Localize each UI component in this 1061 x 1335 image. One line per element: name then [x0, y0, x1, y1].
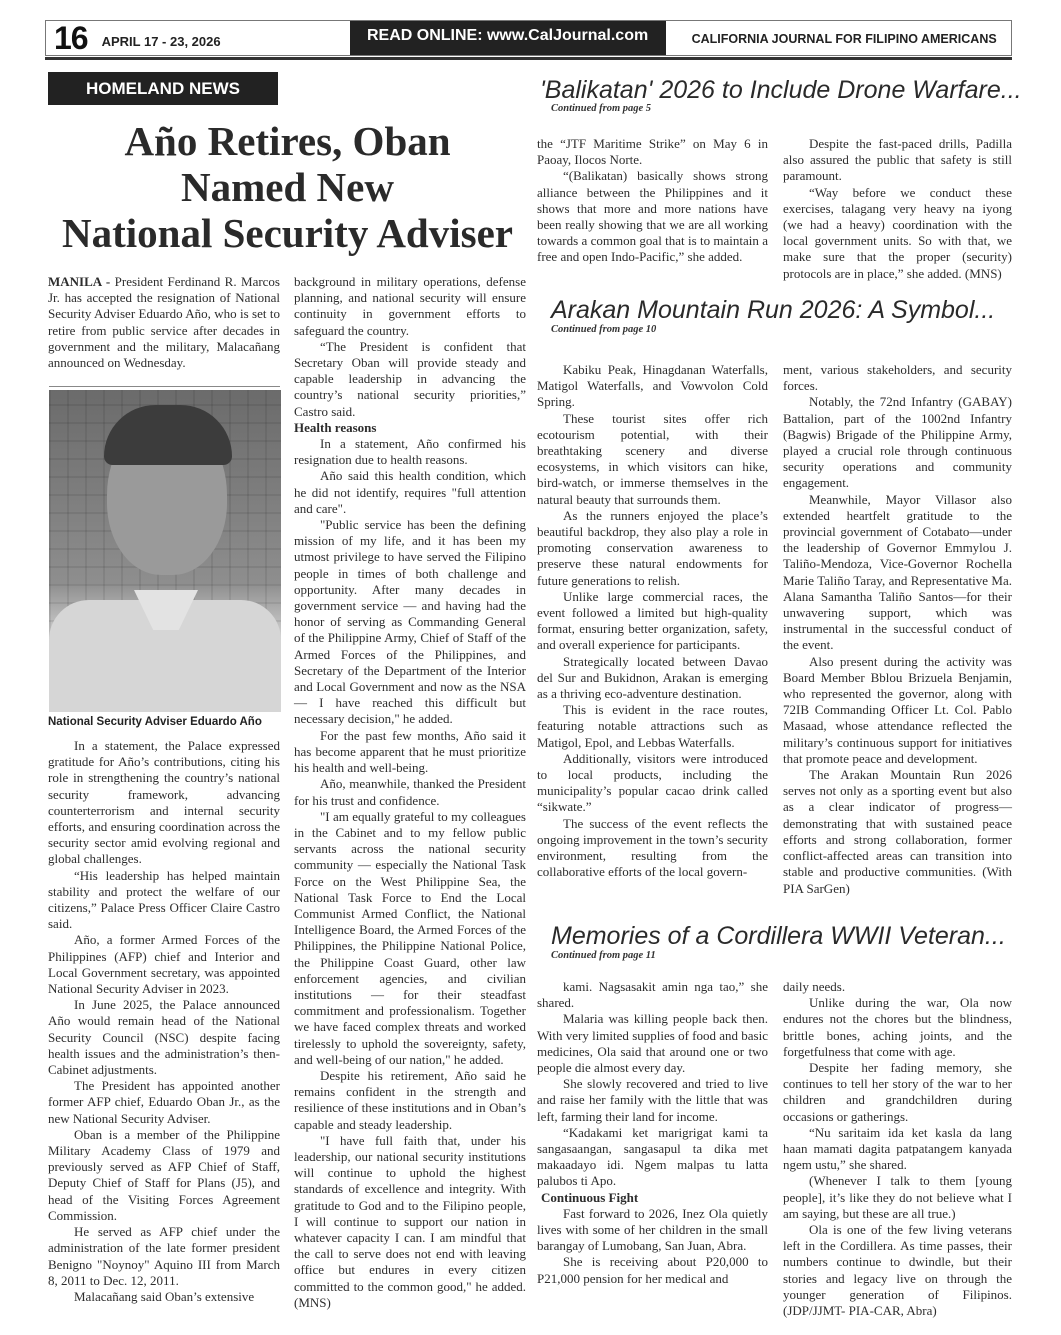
paragraph: daily needs.: [783, 979, 846, 994]
cordillera-title: Memories of a Cordillera WWII Veteran...: [551, 922, 1006, 950]
masthead-rule: [45, 57, 1012, 60]
paragraph: Also present during the activity was Board Member Bblou Brizuela Benjamin, who represented the governor, along with 72IB Commanding Officer Lt. Col. Pablo Masaad, whose attendance reflected the military’s continuous support for initiatives that promote peace and development.: [783, 653, 1012, 766]
paragraph: “(Balikatan) basically shows strong alliance between the Philippines and it shows that more and more nations have been really showing that we are all working towards a common goal that is to maintain a free and open Indo-Pacific,” she added.: [537, 168, 768, 265]
paragraph: “The President is confident that Secretary Oban will provide steady and capable leadership in advancing the country’s national security priorities,” Castro said.: [294, 338, 526, 419]
headline-line: Año Retires, Oban: [124, 118, 451, 164]
paragraph: He served as AFP chief under the administration of the late former president Benigno "Noynoy" Aquino III from March 8, 2011 to Dec. 12, 2011.: [48, 1224, 280, 1288]
paragraph: In June 2025, the Palace announced Año would remain head of the National Security Council (NSC) despite facing health issues and the administration’s then-Cabinet adjustments.: [48, 997, 280, 1078]
paragraph: the “JTF Maritime Strike” on May 6 in Paoay, Ilocos Norte.: [537, 136, 768, 168]
main-article-col2: [294, 274, 526, 1311]
paragraph: The success of the event reflects the ongoing improvement in the town’s security environment, resulting from the collaborative efforts of the local govern-: [537, 815, 768, 880]
main-article-col1: [48, 738, 280, 1305]
paragraph: “Way before we conduct these exercises, talagang very heavy na iyong (we had a heavy) coordination with the local government units. So with that, we make sure that the proper (security) protocols are in place,” she added. (MNS): [783, 184, 1012, 281]
masthead: [45, 20, 1012, 56]
paragraph: "Public service has been the defining mission of my life, and it has been my utmost privilege to have served the Filipino people in times of both challenge and opportunity. After many decades in government service — and having had the honor of serving as Commanding General of the Philippine Army, Chief of Staff of the Armed Forces of the Philippines, and Secretary of the Department of the Interior and Local Government and now as the NSA — I have reached this difficult but necessary decision," he added.: [294, 517, 526, 727]
paragraph: Año, a former Armed Forces of the Philippines (AFP) chief and Interior and Local Government secretary, was appointed National Security Adviser in 2023.: [48, 932, 280, 997]
subhead-health-reasons: Health reasons: [294, 419, 377, 435]
paragraph: Additionally, visitors were introduced to local products, including the municipality’s popular cacao drink called “sikwate.”: [537, 750, 768, 815]
paragraph: Despite the fast-paced drills, Padilla also assured the public that safety is still paramount.: [783, 136, 1012, 184]
balikatan-continued: Continued from page 5: [551, 103, 652, 114]
paragraph: Despite her fading memory, she continues to tell her story of the war to her children and grandchildren during occasions or gatherings.: [783, 1060, 1012, 1124]
paragraph: She slowly recovered and tried to live and raise her family with the little that was left, farming their land for income.: [537, 1076, 768, 1124]
paragraph: Oban is a member of the Philippine Military Academy Class of 1979 and previously served as AFP Chief of Staff, Deputy Chief of Staff for Plans (J5), and head of the Visiting Forces Agreement Commission.: [48, 1126, 280, 1223]
issue-date: APRIL 17 - 23, 2026: [101, 34, 221, 49]
page-number: 16: [54, 20, 88, 56]
paragraph: This is evident in the race routes, featuring notable attractions such as Matigol, Epol, and Lebbas Waterfalls.: [537, 702, 768, 750]
paragraph: “Nu saritaim ida ket kasla da lang haan mamati dagita patpatangem kanyada ngem ustu,” she shared.: [783, 1124, 1012, 1173]
paragraph: Malaria was killing people back then. With very limited supplies of food and basic medicines, Ola said that around one or two people die almost every day.: [537, 1011, 768, 1076]
paragraph: As the runners enjoyed the place’s beautiful backdrop, they also play a role in promoting conservation awareness to preserve these natural endowments for future generations to relish.: [537, 507, 768, 588]
paragraph: The Arakan Mountain Run 2026 serves not only as a sporting event but also as a clear indicator of progress—demonstrating that with sustained peace efforts and strong collaboration, former conflict-affected areas can transition into stable and productive communities. (With PIA SarGen): [783, 767, 1012, 896]
portrait-photo: [49, 390, 281, 712]
paragraph: These tourist sites offer rich ecotourism potential, with their breathtaking scenery and diverse ecosystems, in which visitors can hike, bird-watch, or immerse themselves in the natural beauty that surrounds them.: [537, 410, 768, 507]
publication-name: CALIFORNIA JOURNAL FOR FILIPINO AMERICANS: [691, 32, 997, 46]
paragraph: ment, various stakeholders, and security forces.: [783, 362, 1012, 394]
paragraph: She is receiving about P20,000 to P21,000 pension for her medical and: [537, 1254, 768, 1286]
arakan-col1: [537, 362, 768, 881]
cordillera-continued: Continued from page 11: [551, 950, 656, 961]
paragraph: Fast forward to 2026, Inez Ola quietly lives with some of her children in the small barangay of Lumobang, San Juan, Abra.: [537, 1205, 768, 1254]
paragraph: background in military operations, defense planning, and national security will ensure continuity in government efforts to safeguard the country.: [294, 274, 526, 338]
paragraph: "I have full faith that, under his leadership, our national security institutions will continue to uphold the highest standards of excellence and integrity. With gratitude to God and to the Filipino people, I will continue to support our nation in whatever capacity I can. I am mindful that the call to serve does not end with leaving office but endures in every citizen committed to the common good," he added. (MNS): [294, 1132, 526, 1310]
headline-line: National Security Adviser: [62, 210, 513, 256]
paragraph: kami. Nagsasakit amin nga tao,” she shared.: [537, 979, 768, 1011]
balikatan-col2: [783, 136, 1012, 282]
paragraph: “Kadakami ket marigrigat kami ta sangasaangan, sangasapul ta dika met makaadayo idi. Ngem malpas tu latta palubos ti Apo.: [537, 1124, 768, 1189]
balikatan-col1: [537, 136, 768, 266]
paragraph: In a statement, the Palace expressed gratitude for Año’s contributions, citing his role in strengthening the country’s national security framework, advancing counterterrorism and internal security efforts, and ensuring coordination across the security sector amid evolving regional and global challenges.: [48, 738, 280, 867]
headline-line: Named New: [181, 164, 394, 210]
main-article-lead: [48, 274, 280, 371]
paragraph: Unlike during the war, Ola now endures not the chores but the blindness, brittle bones, aching joints, and the forgetfulness that come with age.: [783, 995, 1012, 1059]
paragraph: "I am equally grateful to my colleagues in the Cabinet and to my fellow public servants across the national security community — especially the National Task Force on the West Philippine Sea, the National Task Force to End the Local Communist Armed Conflict, the National Intelligence Board, the Armed Forces of the Philippines, the Philippine National Police, the Philippine Coast Guard, other law enforcement agencies, and civilian institutions — for their steadfast commitment and professionalism. Together we have faced complex threats and worked tirelessly to uphold the sovereignty, safety, and well-being of our nation," he added.: [294, 808, 526, 1067]
main-headline: [45, 118, 530, 256]
paragraph: Año, meanwhile, thanked the President for his trust and confidence.: [294, 776, 526, 808]
paragraph: Malacañang said Oban’s extensive: [74, 1288, 255, 1304]
read-online-banner[interactable]: READ ONLINE: www.CalJournal.com: [350, 21, 666, 55]
photo-caption: National Security Adviser Eduardo Año: [48, 716, 262, 728]
balikatan-title: 'Balikatan' 2026 to Include Drone Warfare...: [540, 76, 1022, 104]
divider: [49, 386, 280, 387]
dateline: MANILA -: [48, 274, 111, 289]
paragraph: Unlike large commercial races, the event followed a limited but high-quality format, ensuring better organization, safety, and overall experience for participants.: [537, 588, 768, 653]
paragraph: For the past few months, Año said it has become apparent that he must prioritize his health and well-being.: [294, 727, 526, 776]
cordillera-col2: [783, 979, 1012, 1319]
paragraph: Ola is one of the few living veterans left in the Cordillera. As time passes, their numbers continue to dwindle, but their stories and legacy live on through the younger generation of Filipinos. (JDP/JJMT- PIA-CAR, Abra): [783, 1222, 1012, 1319]
subhead-continuous-fight: Continuous Fight: [541, 1189, 639, 1205]
paragraph: Año said this health condition, which he did not identify, requires "full attention and care".: [294, 468, 526, 516]
paragraph: In a statement, Año confirmed his resignation due to health reasons.: [294, 436, 526, 468]
paragraph: The President has appointed another former AFP chief, Eduardo Oban Jr., as the new National Security Adviser.: [48, 1078, 280, 1126]
arakan-continued: Continued from page 10: [551, 324, 657, 335]
lead-text: President Ferdinand R. Marcos Jr. has accepted the resignation of National Security Adviser Eduardo Año, who is set to retire from public service after decades in government and the military, Malacañang announced on Wednesday.: [48, 274, 280, 371]
paragraph: Notably, the 72nd Infantry (GABAY) Battalion, part of the 1002nd Infantry (Bagwis) Brigade of the Philippine Army, played a crucial role through continuous security operations and community engagement.: [783, 394, 1012, 491]
paragraph: “His leadership has helped maintain stability and protect the welfare of our citizens,” Palace Press Officer Claire Castro said.: [48, 867, 280, 932]
paragraph: (Whenever I talk to them [young people], it’s like they do not believe what I am saying, but these are all true.): [783, 1173, 1012, 1221]
arakan-title: Arakan Mountain Run 2026: A Symbol...: [551, 296, 996, 324]
paragraph: Strategically located between Davao del Sur and Bukidnon, Arakan is emerging as a thriving eco-adventure destination.: [537, 653, 768, 702]
section-tag: HOMELAND NEWS: [48, 72, 278, 105]
paragraph: Kabiku Peak, Hinagdanan Waterfalls, Matigol Waterfalls, and Vowvolon Cold Spring.: [537, 362, 768, 410]
paragraph: Despite his retirement, Año said he remains confident in the strength and resilience of these institutions and in Oban’s capable and steady leadership.: [294, 1067, 526, 1132]
arakan-col2: [783, 362, 1012, 897]
paragraph: Meanwhile, Mayor Villasor also extended heartfelt gratitude to the provincial government of Cotabato—under the leadership of Governor Emmylou J. Taliño-Mendoza, Vice-Governor Rochella Marie Taliño Taray, and Representative Ma. Alana Samantha Taliño Santos—for their unwavering support, which was instrumental in the successful conduct of the event.: [783, 491, 1012, 653]
cordillera-col1: [537, 979, 768, 1287]
